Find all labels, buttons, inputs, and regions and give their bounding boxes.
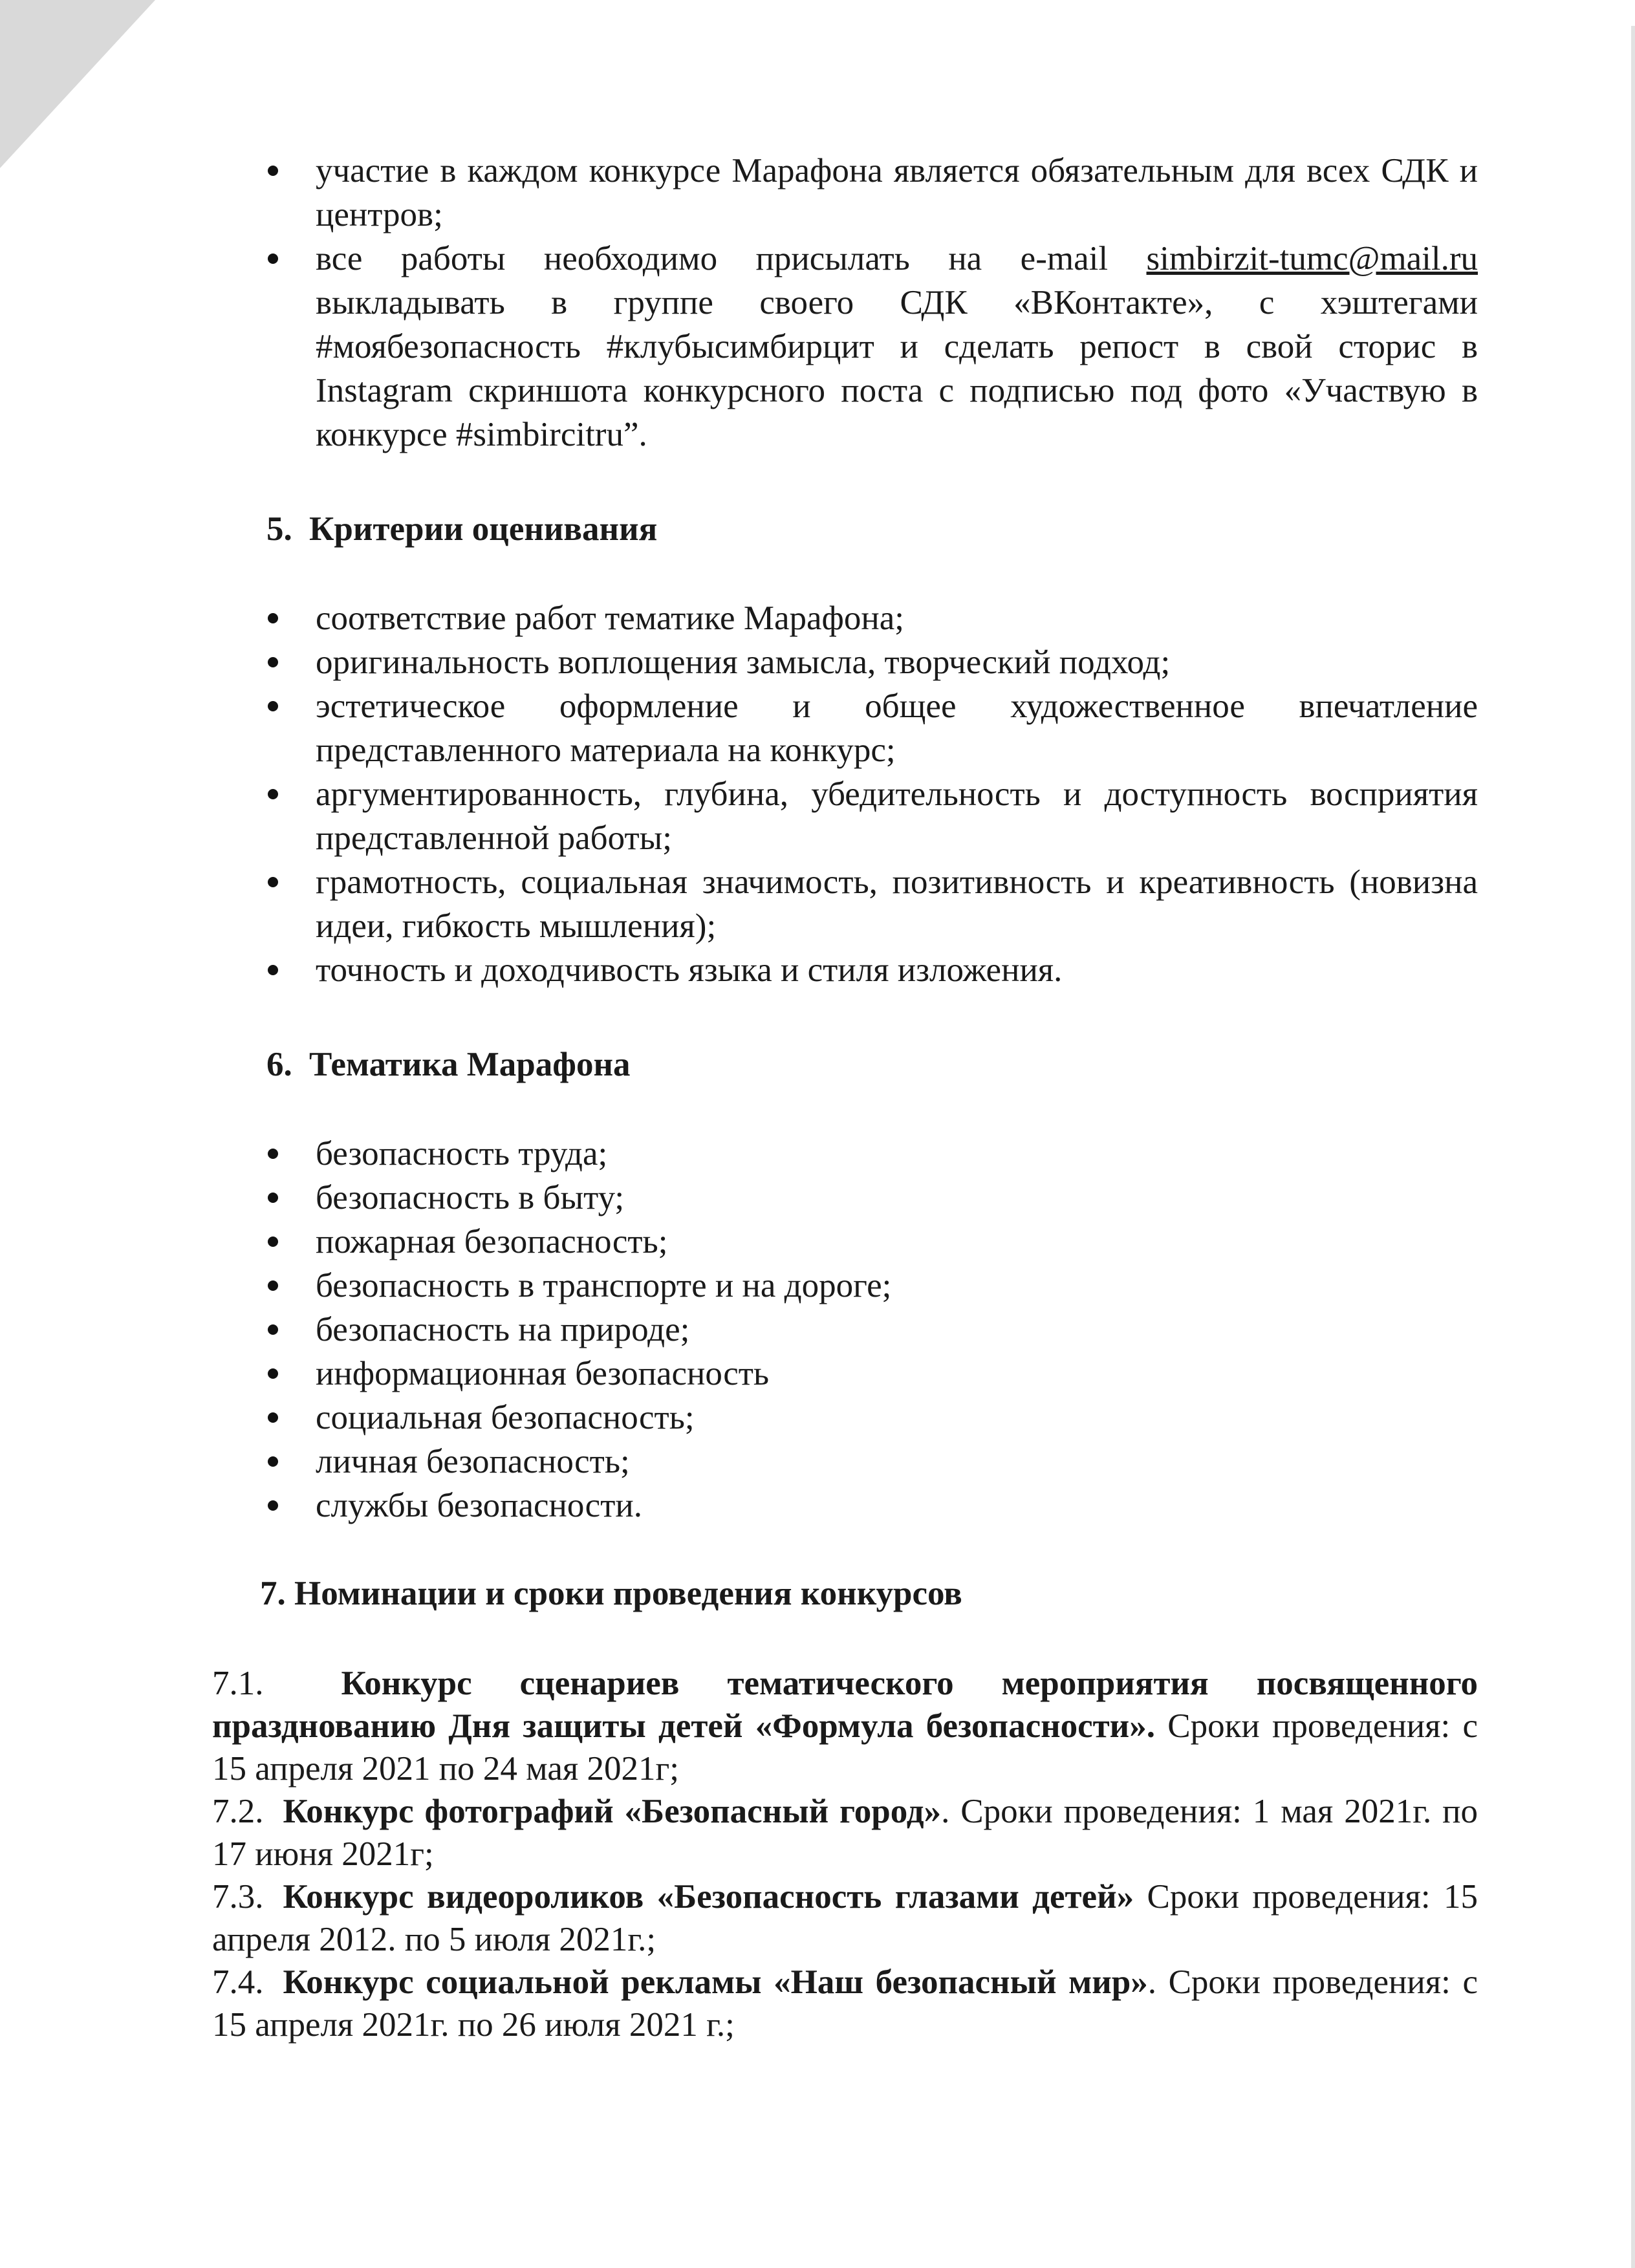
nomination-dates: Сроки проведения: с 15 апреля 2021 по 24 мая 2021г; <box>212 1707 1478 1787</box>
criteria-bullet-list <box>213 596 1478 992</box>
themes-bullet-list <box>213 1132 1478 1528</box>
nomination-title: Конкурс видеороликов «Безопасность глазами детей» <box>283 1878 1134 1916</box>
bullet-icon <box>268 965 278 975</box>
list-item <box>213 1396 1478 1440</box>
nomination-title: Конкурс социальной рекламы «Наш безопасный мир» <box>283 1963 1148 2001</box>
list-item-text: аргументированность, глубина, убедительность и доступность восприятия представленной работы; <box>316 775 1478 857</box>
list-item <box>213 640 1478 684</box>
list-item-text: точность и доходчивость языка и стиля изложения. <box>316 951 1063 989</box>
list-item <box>213 1264 1478 1308</box>
list-item-text: соответствие работ тематике Марафона; <box>316 599 904 637</box>
nominations-list <box>212 1662 1478 2046</box>
scan-edge-artifact <box>0 0 155 168</box>
bullet-icon <box>268 1193 278 1203</box>
bullet-icon <box>268 1500 278 1511</box>
list-item <box>213 1440 1478 1484</box>
bullet-icon <box>268 789 278 799</box>
list-item-text: грамотность, социальная значимость, позитивность и креативность (новизна идеи, гибкость мышления); <box>316 863 1478 945</box>
list-item <box>213 149 1478 237</box>
bullet-icon <box>268 1237 278 1247</box>
bullet-icon <box>268 657 278 667</box>
nomination-item <box>212 1662 1478 1790</box>
section-number: 5. <box>266 510 292 548</box>
nomination-number: 7.4. <box>212 1963 264 2001</box>
section-title: Критерии оценивания <box>309 510 658 548</box>
document-content <box>213 149 1478 2046</box>
list-item <box>213 1220 1478 1264</box>
list-item-text: эстетическое оформление и общее художественное впечатление представленного материала на конкурс; <box>316 687 1478 769</box>
list-item-text: пожарная безопасность; <box>316 1223 668 1260</box>
nomination-number: 7.2. <box>212 1793 264 1830</box>
list-item-text: безопасность в транспорте и на дороге; <box>316 1267 892 1304</box>
nomination-item <box>212 1961 1478 2046</box>
list-item <box>213 1132 1478 1176</box>
nomination-dates: . Сроки проведения: с 15 апреля 2021г. по 26 июля 2021 г.; <box>212 1963 1478 2044</box>
list-item <box>213 948 1478 992</box>
list-item-text: оригинальность воплощения замысла, творческий подход; <box>316 643 1171 681</box>
nomination-title: Конкурс фотографий «Безопасный город» <box>283 1793 942 1830</box>
list-item-text: безопасность на природе; <box>316 1311 690 1348</box>
list-item <box>213 237 1478 457</box>
list-item-text: социальная безопасность; <box>316 1399 695 1436</box>
nomination-number: 7.1. <box>212 1665 264 1702</box>
bullet-icon <box>268 166 278 176</box>
list-item <box>213 1352 1478 1396</box>
bullet-icon <box>268 701 278 711</box>
list-item-text: информационная безопасность <box>316 1355 770 1392</box>
nomination-dates: . Сроки проведения: 1 мая 2021г. по 17 июня 2021г; <box>212 1793 1478 1873</box>
nomination-title: Конкурс сценариев тематического мероприятия посвященного празднованию Дня защиты детей «Формула безопасности». <box>212 1665 1478 1745</box>
email-link[interactable]: simbirzit-tumc@mail.ru <box>1146 240 1478 277</box>
section-heading-criteria <box>213 507 1478 551</box>
section-heading-nominations: 7. Номинации и сроки проведения конкурсов <box>260 1575 962 1612</box>
bullet-icon <box>268 1149 278 1159</box>
bullet-icon <box>268 1412 278 1423</box>
section-title: Тематика Марафона <box>309 1046 631 1083</box>
list-item <box>213 1308 1478 1352</box>
bullet-icon <box>268 1368 278 1379</box>
list-item-text: службы безопасности. <box>316 1487 642 1524</box>
list-item-text: безопасность в быту; <box>316 1179 625 1216</box>
list-item <box>213 1484 1478 1528</box>
list-item <box>213 684 1478 772</box>
section-heading-themes <box>213 1042 1478 1086</box>
list-item <box>213 772 1478 860</box>
bullet-icon <box>268 254 278 264</box>
list-item <box>213 1176 1478 1220</box>
list-item-text: безопасность труда; <box>316 1135 608 1172</box>
bullet-icon <box>268 613 278 623</box>
list-item-text: личная безопасность; <box>316 1443 630 1480</box>
nomination-number: 7.3. <box>212 1878 264 1916</box>
list-item-text-before: все работы необходимо присылать на e-mail <box>316 240 1147 277</box>
bullet-icon <box>268 877 278 887</box>
scan-edge-artifact-right <box>1631 26 1635 2268</box>
list-item <box>213 596 1478 640</box>
nomination-item <box>212 1790 1478 1875</box>
bullet-icon <box>268 1456 278 1467</box>
list-item-text-after: выкладывать в группе своего СДК «ВКонтакте», с хэштегами #моябезопасность #клубысимбирцит и сделать репост в свой сторис в Instagram скриншота конкурсного поста с подписью под фото «Участвую в конкурсе #simbircitru”. <box>316 284 1478 453</box>
list-item <box>213 860 1478 948</box>
section-number: 6. <box>266 1046 292 1083</box>
bullet-icon <box>268 1280 278 1291</box>
nomination-item <box>212 1875 1478 1961</box>
list-item-text: участие в каждом конкурсе Марафона является обязательным для всех СДК и центров; <box>316 152 1478 233</box>
intro-bullet-list <box>213 149 1478 457</box>
nomination-dates: Сроки проведения: 15 апреля 2012. по 5 июля 2021г.; <box>212 1878 1478 1958</box>
bullet-icon <box>268 1324 278 1335</box>
